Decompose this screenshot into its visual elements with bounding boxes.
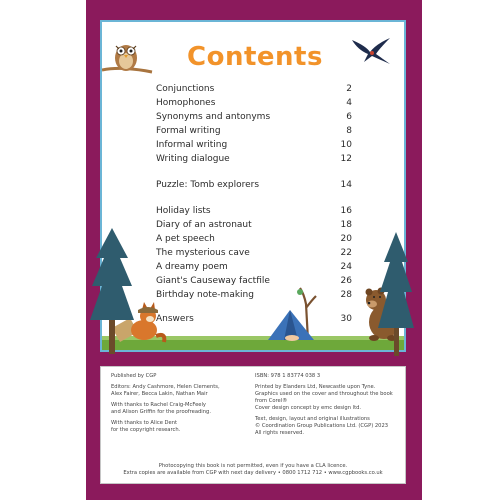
toc-entry-label: A pet speech <box>156 234 215 244</box>
toc-entry <box>156 180 352 192</box>
toc-entry <box>156 126 352 138</box>
toc-entry <box>156 154 352 166</box>
toc-entry-label: Giant's Causeway factfile <box>156 276 270 286</box>
toc-entry-page: 8 <box>346 126 352 136</box>
toc-entry-page: 24 <box>340 262 352 272</box>
toc-entry-label: Formal writing <box>156 126 221 136</box>
credits-panel <box>100 366 406 484</box>
toc-entry-label: Homophones <box>156 98 216 108</box>
swallow-icon <box>350 36 394 66</box>
toc-entry-page: 6 <box>346 112 352 122</box>
toc-entry-page: 22 <box>340 248 352 258</box>
toc-entry-page: 18 <box>340 220 352 230</box>
page-title: Contents <box>187 42 323 72</box>
toc-entry-label: Informal writing <box>156 140 228 150</box>
contents-panel <box>100 20 406 352</box>
toc-entry <box>156 206 352 218</box>
owl-icon <box>102 36 154 76</box>
toc-entry-page: 26 <box>340 276 352 286</box>
tree-icon <box>88 228 136 356</box>
tree-icon <box>378 232 414 356</box>
toc-entry-page: 12 <box>340 154 352 164</box>
toc-entry-label: A dreamy poem <box>156 262 228 272</box>
isbn: ISBN: 978 1 83774 038 3 <box>255 373 321 379</box>
toc-entry <box>156 98 352 110</box>
toc-entry <box>156 112 352 124</box>
credits-right: ISBN: 978 1 83774 038 3 Printed by Elanders Ltd, Newcastle upon Tyne. Graphics used on the cover and throughout the book from Corel® Cover design concept by emc design ltd. Text, design, layout and original illustrations © Coordination Group Publications Ltd. (CGP) 2023 All rights reserved. <box>255 373 403 437</box>
toc-entry-label: The mysterious cave <box>156 248 250 258</box>
toc-entry-page: 14 <box>340 180 352 190</box>
credits-left: Published by CGP Editors: Andy Cashmore, Helen Clements, Alex Fairer, Becca Lakin, Nathan Mair With thanks to Rachel Craig-McFeely and Alison Griffin for the proofreading. With thanks to Alice Dent for the copyright research. <box>111 373 251 434</box>
toc-entry-page: 10 <box>340 140 352 150</box>
toc-entry <box>156 262 352 274</box>
footer-notice: Photocopying this book is not permitted, even if you have a CLA licence. Extra copies are available from CGP with next day delivery • 0800 1712 712 • www.cgpbooks.co.uk <box>123 463 383 476</box>
toc-entry <box>156 220 352 232</box>
toc-entry-page: 2 <box>346 84 352 94</box>
toc-entry-label: Diary of an astronaut <box>156 220 252 230</box>
toc-entry-page: 30 <box>340 314 352 324</box>
toc-entry-label: Holiday lists <box>156 206 211 216</box>
toc-entry-label: Answers <box>156 314 194 324</box>
toc-entry <box>156 248 352 260</box>
toc-entry-page: 20 <box>340 234 352 244</box>
toc-entry-label: Synonyms and antonyms <box>156 112 271 122</box>
toc-entry-page: 28 <box>340 290 352 300</box>
toc-entry <box>156 234 352 246</box>
toc-entry-label: Puzzle: Tomb explorers <box>156 180 260 190</box>
toc-entry-page: 4 <box>346 98 352 108</box>
toc-entry <box>156 140 352 152</box>
toc-entry-label: Writing dialogue <box>156 154 230 164</box>
tent-icon <box>262 274 332 344</box>
toc-entry-label: Birthday note-making <box>156 290 254 300</box>
toc-entry-page: 16 <box>340 206 352 216</box>
published-by: Published by CGP <box>111 373 157 379</box>
toc-entry-label: Conjunctions <box>156 84 215 94</box>
toc-entry <box>156 84 352 96</box>
